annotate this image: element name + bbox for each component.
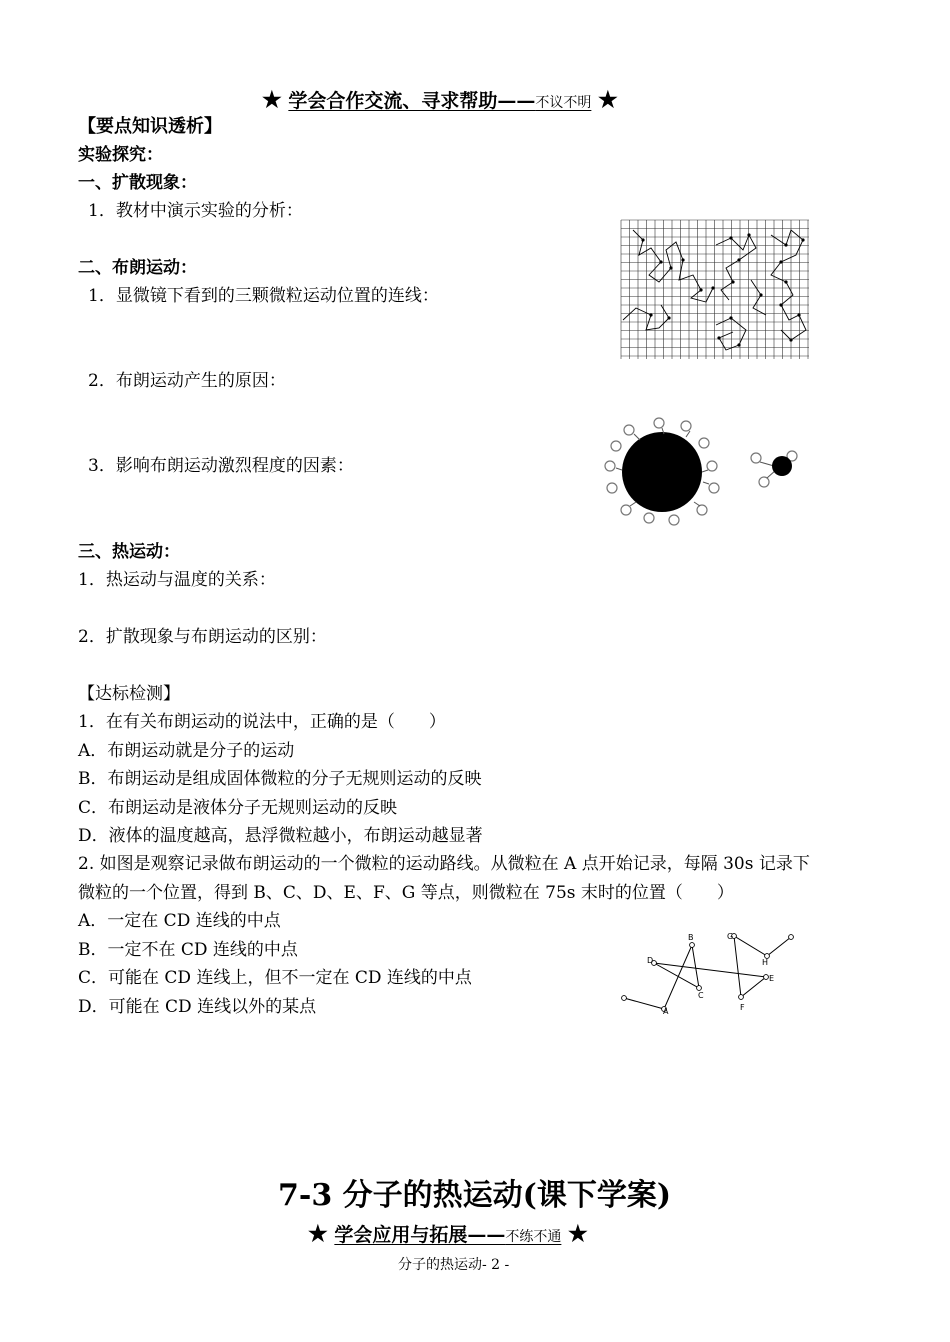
top-banner bbox=[262, 86, 618, 113]
part2-heading: 二、布朗运动： bbox=[78, 258, 197, 278]
grid-lines bbox=[621, 220, 809, 359]
point-label-d: D bbox=[647, 956, 654, 965]
path-line bbox=[624, 936, 791, 1009]
banner-slogan: 学会合作交流、寻求帮助——不议不明 bbox=[288, 90, 592, 112]
check-heading: 【达标检测】 bbox=[78, 684, 180, 704]
q1-option: A．布朗运动就是分子的运动 bbox=[78, 741, 295, 761]
q1-option: B．布朗运动是组成固体微粒的分子无规则运动的反映 bbox=[78, 769, 482, 789]
part1-item: 1．教材中演示实验的分析： bbox=[88, 201, 303, 221]
q1-option: C．布朗运动是液体分子无规则运动的反映 bbox=[78, 798, 398, 818]
part3-item: 2．扩散现象与布朗运动的区别： bbox=[78, 627, 327, 647]
experiment-label: 实验探究： bbox=[78, 145, 163, 165]
part2-item: 2．布朗运动产生的原因： bbox=[88, 371, 286, 391]
point-label-f: F bbox=[740, 1003, 745, 1012]
bottom-banner bbox=[308, 1220, 588, 1247]
point-label-c: C bbox=[698, 991, 704, 1000]
point-label-e: E bbox=[769, 974, 775, 983]
point-label-h: H bbox=[762, 958, 769, 967]
star-icon: ★ bbox=[598, 87, 618, 113]
q1-option: D．液体的温度越高，悬浮微粒越小，布朗运动越显著 bbox=[78, 826, 483, 846]
part3-item: 1．热运动与温度的关系： bbox=[78, 570, 276, 590]
collision-figure bbox=[604, 418, 814, 528]
lesson-title: 7-3 分子的热运动(课下学案) bbox=[278, 1178, 672, 1213]
point-label-g: G bbox=[727, 932, 734, 941]
section-heading: 【要点知识透析】 bbox=[78, 116, 222, 137]
point-label-a: A bbox=[663, 1007, 669, 1016]
banner-slogan: 学会应用与拓展——不练不通 bbox=[334, 1224, 562, 1246]
path-figure bbox=[620, 930, 800, 1015]
large-particle bbox=[622, 432, 702, 512]
part2-item: 1．显微镜下看到的三颗微粒运动位置的连线： bbox=[88, 286, 439, 306]
star-icon: ★ bbox=[262, 87, 282, 113]
star-icon: ★ bbox=[308, 1221, 328, 1247]
q2-option: D．可能在 CD 连线以外的某点 bbox=[78, 997, 317, 1017]
q2-option: C．可能在 CD 连线上，但不一定在 CD 连线的中点 bbox=[78, 968, 472, 988]
q2-option: A．一定在 CD 连线的中点 bbox=[78, 911, 281, 931]
q2-stem-line1: 2. 如图是观察记录做布朗运动的一个微粒的运动路线。从微粒在 A 点开始记录，每隔 30s 记录下 bbox=[78, 854, 810, 874]
point-label-b: B bbox=[688, 933, 694, 942]
small-particle bbox=[772, 456, 792, 476]
star-icon: ★ bbox=[568, 1221, 588, 1247]
brownian-grid-figure bbox=[621, 220, 811, 360]
q1-stem: 1．在有关布朗运动的说法中，正确的是（ ） bbox=[78, 712, 446, 732]
q2-option: B．一定不在 CD 连线的中点 bbox=[78, 940, 298, 960]
page-footer: 分子的热运动- 2 - bbox=[398, 1257, 510, 1273]
part2-item: 3．影响布朗运动激烈程度的因素： bbox=[88, 456, 354, 476]
part3-heading: 三、热运动： bbox=[78, 542, 180, 562]
q2-stem-line2: 微粒的一个位置，得到 B、C、D、E、F、G 等点，则微粒在 75s 末时的位置（ ） bbox=[78, 883, 734, 903]
part1-heading: 一、扩散现象： bbox=[78, 173, 197, 193]
